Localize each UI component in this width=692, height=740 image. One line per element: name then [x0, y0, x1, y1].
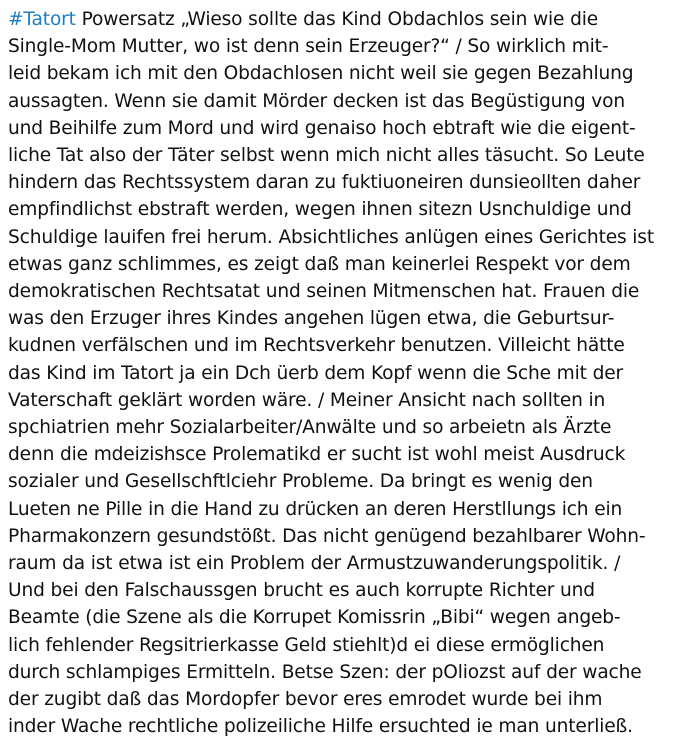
post-line: was den Erzuger ihres Kindes angehen lügen etwa, die Geburtsur-: [8, 308, 615, 330]
post-line: kudnen verfälschen und im Rechtsverkehr benutzen. Villeicht hätte: [8, 335, 625, 357]
post-line: Schuldige lauifen frei herum. Absichtliches anlügen eines Gerichtes ist: [8, 226, 654, 248]
post-line: aussagten. Wenn sie damit Mörder decken ist das Begüstigung von: [8, 90, 625, 112]
post-line: inder Wache rechtliche polizeiliche Hilfe ersuchted ie man unterließ.: [8, 716, 633, 738]
post-line: und Beihilfe zum Mord und wird genaiso hoch ebtraft wie die eigent-: [8, 117, 636, 139]
post-line: spchiatrien mehr Sozialarbeiter/Anwälte und so arbeietn als Ärzte: [8, 417, 612, 439]
post-line: lich fehlender Regsitrierkasse Geld stiehlt)d ei diese ermöglichen: [8, 634, 605, 656]
post-line: Und bei den Falschaussgen brucht es auch korrupte Richter und: [8, 580, 595, 602]
post-line: demokratischen Rechtsatat und seinen Mitmenschen hat. Frauen die: [8, 281, 640, 303]
post-line: raum da ist etwa ist ein Problem der Armustzuwanderungspolitik. /: [8, 553, 621, 575]
post-line: Lueten ne Pille in die Hand zu drücken an deren Herstllungs ich ein: [8, 498, 623, 520]
post-line: durch schlampiges Ermitteln. Betse Szen: der pOliozst auf der wache: [8, 661, 642, 683]
post-line: Vaterschaft geklärt worden wäre. / Meiner Ansicht nach sollten in: [8, 389, 606, 411]
post-line-1: [8, 6, 686, 33]
post-line: etwas ganz schlimmes, es zeigt daß man keinerlei Respekt vor dem: [8, 253, 631, 275]
post-line: Pharmakonzern gesundstößt. Das nicht genügend bezahlbarer Wohn-: [8, 525, 646, 547]
post-line: leid bekam ich mit den Obdachlosen nicht weil sie gegen Bezahlung: [8, 63, 634, 85]
hashtag-link[interactable]: #Tatort: [8, 9, 76, 30]
post-line: denn die mdeizishsce Prolematikd er sucht ist wohl meist Ausdruck: [8, 444, 626, 466]
post-line: liche Tat also der Täter selbst wenn mich nicht alles täsucht. So Leute: [8, 145, 645, 167]
post-line: Single-Mom Mutter, wo ist denn sein Erzeuger?“ / So wirklich mit-: [8, 36, 609, 58]
post-line: Beamte (die Szene als die Korrupet Komissrin „Bibi“ wegen angeb-: [8, 607, 621, 629]
post-line: empfindlichst ebstraft werden, wegen ihnen sitezn Usnchuldige und: [8, 199, 632, 221]
post-line: der zugibt daß das Mordopfer bevor eres emrodet wurde bei ihm: [8, 689, 603, 711]
post-line-1-text: Powersatz „Wieso sollte das Kind Obdachlos sein wie die: [75, 9, 599, 30]
post-line: das Kind im Tatort ja ein Dch üerb dem Kopf wenn die Sche mit der: [8, 362, 624, 384]
post-line: sozialer und Gesellschftlciehr Probleme. Da bringt es wenig den: [8, 471, 593, 493]
post-line: hindern das Rechtssystem daran zu fuktiuoneiren dunsieollten daher: [8, 172, 641, 194]
